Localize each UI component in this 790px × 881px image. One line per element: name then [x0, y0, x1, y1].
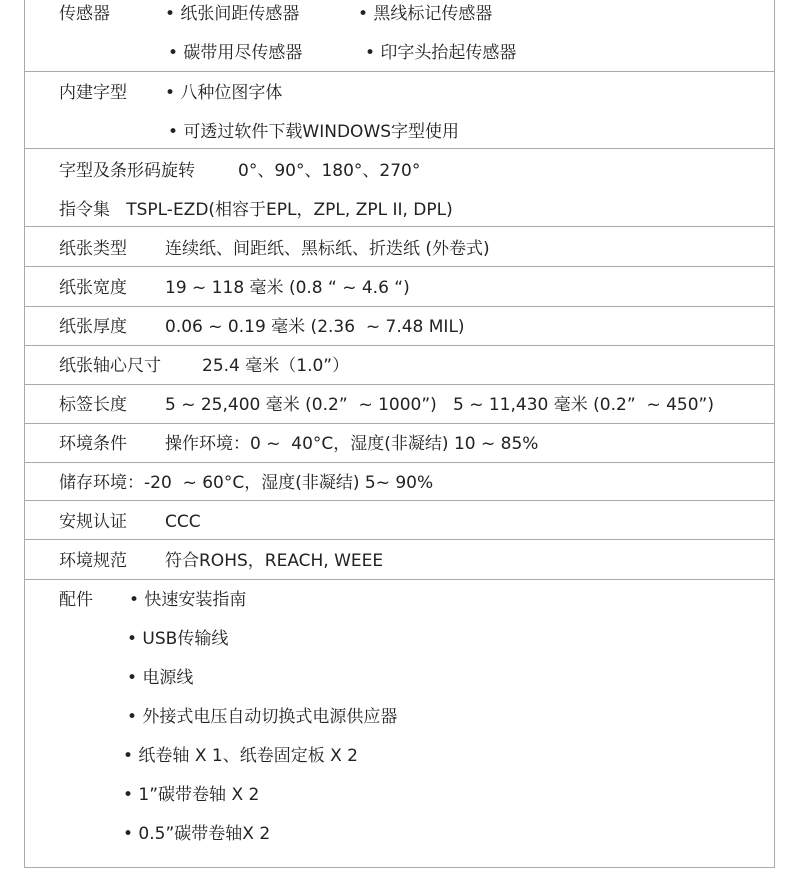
- regulations-value: 符合ROHS，REACH, WEEE: [165, 551, 384, 571]
- paper-width-value: 19 ~ 118 毫米 (0.8 “ ~ 4.6 “): [165, 278, 410, 298]
- row-divider: [24, 306, 775, 307]
- sensor-item-ribbon: • 碳带用尽传感器: [168, 43, 303, 63]
- accessory-item: • 0.5”碳带卷轴X 2: [123, 824, 271, 844]
- storage-text: 储存环境：-20 ~ 60°C，湿度(非凝结) 5~ 90%: [59, 473, 434, 493]
- certification-value: CCC: [165, 512, 201, 532]
- command-set: 指令集 TSPL-EZD(相容于EPL，ZPL, ZPL II, DPL): [59, 200, 453, 220]
- row-divider: [24, 462, 775, 463]
- row-divider: [24, 579, 775, 580]
- accessory-item: • 1”碳带卷轴 X 2: [123, 785, 260, 805]
- core-size-label: 纸张轴心尺寸: [59, 356, 161, 376]
- sensor-item-blackmark: • 黑线标记传感器: [358, 4, 493, 24]
- row-divider: [24, 384, 775, 385]
- certification-label: 安规认证: [59, 512, 127, 532]
- rotation-value: 0°、90°、180°、270°: [238, 161, 421, 181]
- accessories-label: 配件: [59, 590, 93, 610]
- row-divider: [24, 345, 775, 346]
- row-divider: [24, 148, 775, 149]
- paper-width-label: 纸张宽度: [59, 278, 127, 298]
- paper-type-label: 纸张类型: [59, 239, 127, 259]
- fonts-item-bitmap: • 八种位图字体: [165, 83, 283, 103]
- accessory-item: • 电源线: [127, 668, 194, 688]
- sensor-item-gap: • 纸张间距传感器: [165, 4, 300, 24]
- label-length-label: 标签长度: [59, 395, 127, 415]
- regulations-label: 环境规范: [59, 551, 127, 571]
- row-divider: [24, 266, 775, 267]
- accessory-item: • USB传输线: [127, 629, 229, 649]
- accessory-item: • 外接式电压自动切换式电源供应器: [127, 707, 398, 727]
- row-divider: [24, 423, 775, 424]
- fonts-label: 内建字型: [59, 83, 127, 103]
- row-divider: [24, 539, 775, 540]
- paper-type-value: 连续纸、间距纸、黑标纸、折迭纸 (外卷式): [165, 239, 490, 259]
- row-divider: [24, 71, 775, 72]
- environment-label: 环境条件: [59, 434, 127, 454]
- row-divider: [24, 226, 775, 227]
- accessory-item: • 纸卷轴 X 1、纸卷固定板 X 2: [123, 746, 358, 766]
- sensor-item-head: • 印字头抬起传感器: [365, 43, 517, 63]
- environment-value: 操作环境：0 ~ 40°C，湿度(非凝结) 10 ~ 85%: [165, 434, 539, 454]
- paper-thickness-value: 0.06 ~ 0.19 毫米 (2.36 ~ 7.48 MIL): [165, 317, 465, 337]
- core-size-value: 25.4 毫米（1.0”）: [202, 356, 350, 376]
- sensor-label: 传感器: [59, 4, 110, 24]
- accessory-item: • 快速安装指南: [129, 590, 247, 610]
- rotation-label: 字型及条形码旋转: [59, 161, 195, 181]
- fonts-item-windows: • 可透过软件下载WINDOWS字型使用: [168, 122, 460, 142]
- row-divider: [24, 500, 775, 501]
- paper-thickness-label: 纸张厚度: [59, 317, 127, 337]
- label-length-value: 5 ~ 25,400 毫米 (0.2” ~ 1000”) 5 ~ 11,430 毫米 (0.2” ~ 450”): [165, 395, 714, 415]
